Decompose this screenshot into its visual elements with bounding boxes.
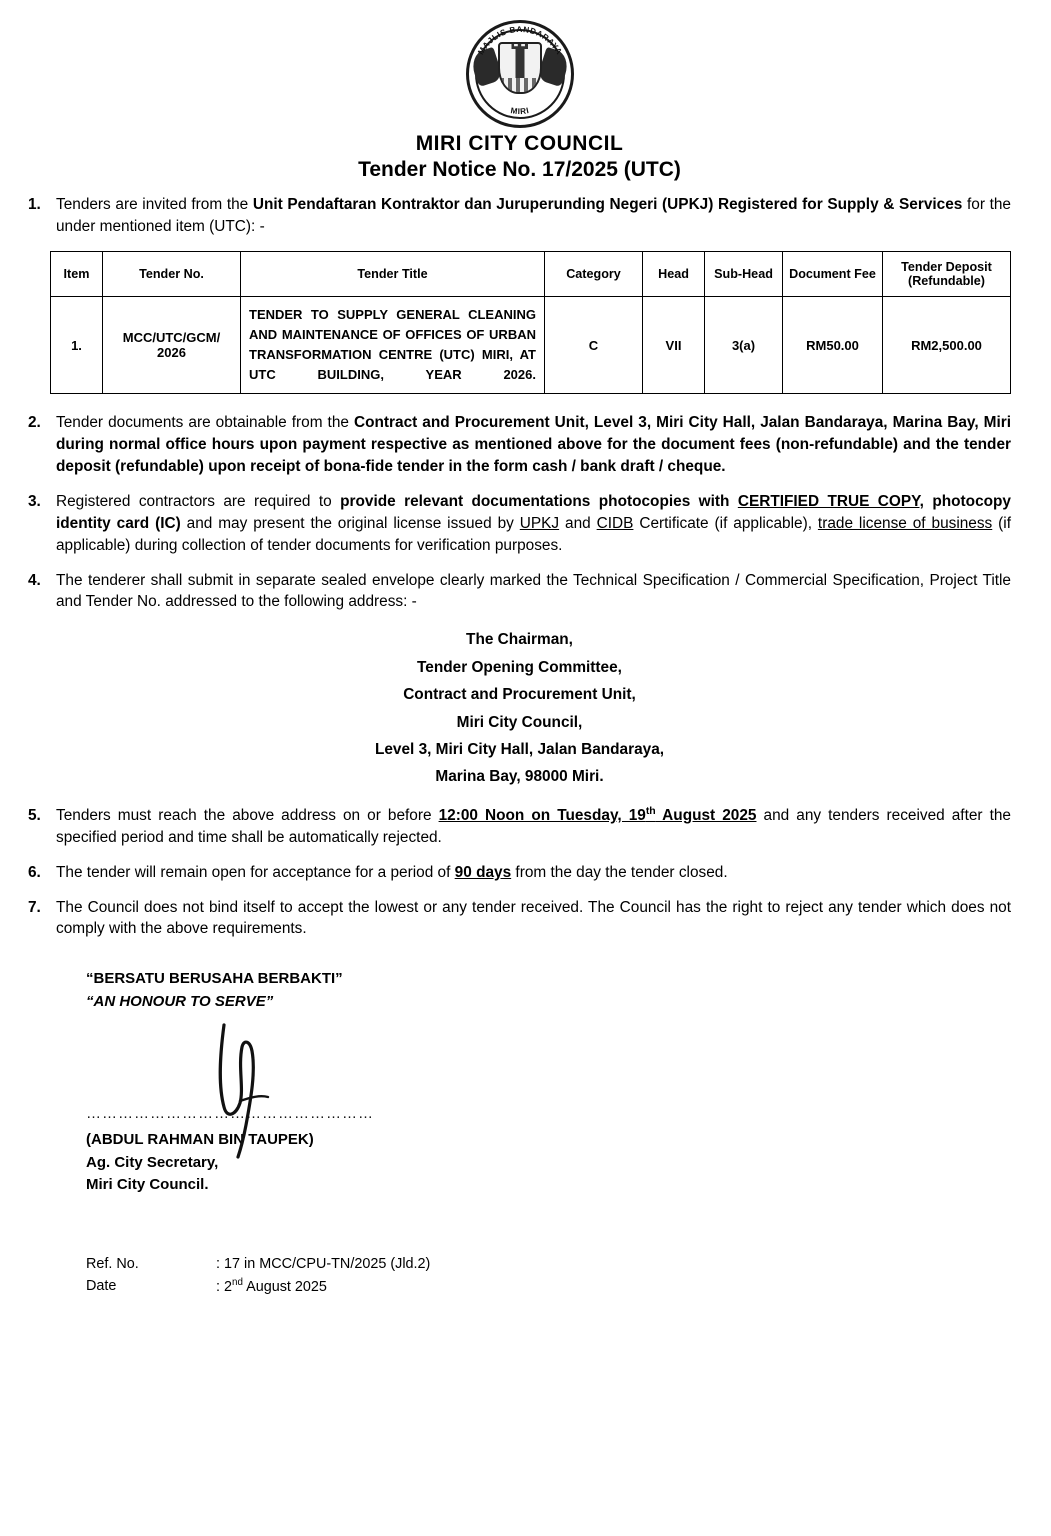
clause-2 xyxy=(28,412,1011,478)
council-motto xyxy=(86,968,1011,1013)
page-subtitle: Tender Notice No. 17/2025 (UTC) xyxy=(358,158,681,181)
footer-ref-row xyxy=(86,1253,1011,1275)
cell-tender-title: TENDER TO SUPPLY GENERAL CLEANING AND MAINTENANCE OF OFFICES OF URBAN TRANSFORMATION CENTRE (UTC) MIRI, AT UTC BUILDING, YEAR 2026. xyxy=(241,296,545,394)
th-category: Category xyxy=(545,251,643,296)
clause-7 xyxy=(28,897,1011,941)
clause-3 xyxy=(28,491,1011,557)
clause-3-bold-underline-a: CERTIFIED TRUE COPY, xyxy=(737,492,924,510)
clause-3-part-d: Certificate (if applicable), xyxy=(633,514,818,532)
clause-6 xyxy=(28,862,1011,884)
svg-text:MIRI: MIRI xyxy=(509,105,530,117)
clause-6-number: 6. xyxy=(28,863,41,881)
clause-7-text: The Council does not bind itself to accept the lowest or any tender received. The Council has the right to reject any tender which does not comply with the above requirements. xyxy=(56,898,1011,938)
motto-line-2: “AN HONOUR TO SERVE” xyxy=(86,992,274,1010)
handwritten-signature-icon xyxy=(194,1015,344,1165)
th-sub-head: Sub-Head xyxy=(705,251,783,296)
clause-6-text xyxy=(56,862,1011,884)
clause-5-part-a: Tenders must reach the above address on or before xyxy=(56,806,439,824)
clause-5-deadline-b: August 2025 xyxy=(655,806,757,824)
clause-2-part-a: Tender documents are obtainable from the xyxy=(56,414,354,432)
clause-5 xyxy=(28,805,1011,849)
footer-date-value-b: August 2025 xyxy=(242,1278,327,1295)
footer-date-sup: nd xyxy=(232,1277,243,1289)
clause-2-bold-a: Contract and Procurement Unit, Level 3, Miri City Hall, Jalan Bandaraya, Marina Bay, Miri during normal office hours upon payment respective as mentioned above for the document fees (non-refundable) and the tender deposit (refundable) upon receipt of bona-fide tender in the form cash / bank draft / cheque. xyxy=(56,414,1011,476)
cell-tender-deposit: RM2,500.00 xyxy=(883,296,1011,394)
address-line-4: Miri City Council, xyxy=(456,713,583,731)
clause-3-underline-b: CIDB xyxy=(596,514,634,532)
clause-5-number: 5. xyxy=(28,806,41,824)
clause-5-deadline-sup: th xyxy=(645,805,656,817)
cell-item: 1. xyxy=(51,296,103,394)
th-document-fee: Document Fee xyxy=(783,251,883,296)
clause-3-text xyxy=(56,491,1011,557)
footer-date-row xyxy=(86,1275,1011,1298)
footer-date-label: Date xyxy=(86,1278,117,1295)
clause-1 xyxy=(28,194,1011,238)
signature-dotted-line: ……………………………………………… xyxy=(86,1105,374,1123)
footer-ref-label: Ref. No. xyxy=(86,1255,139,1272)
clause-5-part-b: and any tenders received after the specified period and time shall be automatically rejected. xyxy=(56,806,1011,846)
clause-1-part-a: Tenders are invited from the xyxy=(56,196,253,213)
clause-3-underline-c: trade license of business xyxy=(817,514,993,532)
signatory-organisation: Miri City Council. xyxy=(86,1176,209,1194)
clause-3-number: 3. xyxy=(28,492,41,510)
table-header-row xyxy=(51,251,1011,296)
clause-2-number: 2. xyxy=(28,414,41,432)
th-tender-deposit: Tender Deposit (Refundable) xyxy=(883,251,1011,296)
clause-7-number: 7. xyxy=(28,898,41,916)
clause-3-part-b: and may present the original license issued by xyxy=(180,514,520,532)
clause-4-text: The tenderer shall submit in separate sealed envelope clearly marked the Technical Specification / Commercial Specification, Project Title and Tender No. addressed to the following address: - xyxy=(56,571,1011,611)
cell-sub-head: 3(a) xyxy=(705,296,783,394)
clause-5-deadline-a: 12:00 Noon on Tuesday, 19 xyxy=(438,806,646,824)
footer-date-value-a: : 2 xyxy=(216,1278,232,1295)
clause-6-validity: 90 days xyxy=(454,863,512,881)
tender-table xyxy=(50,251,1011,395)
th-tender-no: Tender No. xyxy=(103,251,241,296)
th-item: Item xyxy=(51,251,103,296)
address-line-3: Contract and Procurement Unit, xyxy=(403,686,636,704)
signatory-name: (ABDUL RAHMAN BIN TAUPEK) xyxy=(86,1131,314,1149)
th-head: Head xyxy=(643,251,705,296)
motto-line-1: “BERSATU BERUSAHA BERBAKTI” xyxy=(86,970,343,988)
submission-address xyxy=(28,626,1011,791)
clause-6-part-b: from the day the tender closed. xyxy=(511,863,728,881)
clause-6-part-a: The tender will remain open for acceptance for a period of xyxy=(56,863,455,881)
clause-1-part-b: for the under mentioned item (UTC): - xyxy=(56,196,1011,235)
clause-3-bold-b: photocopy identity card (IC) xyxy=(56,492,1011,532)
cell-tender-no: MCC/UTC/GCM/ 2026 xyxy=(103,296,241,394)
address-line-2: Tender Opening Committee, xyxy=(417,658,622,676)
address-line-5: Level 3, Miri City Hall, Jalan Bandaraya, xyxy=(374,741,665,758)
signatory-position: Ag. City Secretary, xyxy=(86,1153,219,1171)
address-line-1: The Chairman, xyxy=(466,631,573,649)
clause-4-number: 4. xyxy=(28,571,41,589)
miri-city-council-crest-icon xyxy=(466,20,574,128)
page-title: MIRI CITY COUNCIL xyxy=(415,132,624,155)
clause-2-text xyxy=(56,412,1011,478)
clause-3-part-a: Registered contractors are required to xyxy=(56,492,341,510)
clause-3-underline-a: UPKJ xyxy=(519,514,560,532)
cell-head: VII xyxy=(643,296,705,394)
crest-ring-text xyxy=(466,20,574,128)
clause-1-text xyxy=(56,194,1011,238)
clause-3-part-e: (if applicable) during collection of tender documents for verification purposes. xyxy=(56,514,1011,554)
clause-5-deadline xyxy=(439,807,757,824)
th-tender-title: Tender Title xyxy=(241,251,545,296)
crest-container xyxy=(28,20,1011,128)
clause-4 xyxy=(28,570,1011,614)
clause-3-bold-a: provide relevant documentations photocopies with xyxy=(340,492,738,510)
document-footer xyxy=(86,1253,1011,1298)
signature-area xyxy=(86,1013,1011,1133)
clause-3-part-c: and xyxy=(559,514,597,532)
clause-1-bold-a: Unit Pendaftaran Kontraktor dan Juruperunding Negeri (UPKJ) Registered for Supply & Services xyxy=(252,196,963,213)
cell-document-fee: RM50.00 xyxy=(783,296,883,394)
address-line-6: Marina Bay, 98000 Miri. xyxy=(435,768,604,786)
svg-text:MAJLIS BANDARAYA: MAJLIS BANDARAYA xyxy=(475,24,564,57)
footer-ref-value: : 17 in MCC/CPU-TN/2025 (Jld.2) xyxy=(216,1255,431,1272)
cell-category: C xyxy=(545,296,643,394)
footer-date-value xyxy=(216,1275,327,1298)
clause-1-number: 1. xyxy=(28,196,41,213)
table-row xyxy=(51,296,1011,394)
clause-5-text xyxy=(56,805,1011,849)
